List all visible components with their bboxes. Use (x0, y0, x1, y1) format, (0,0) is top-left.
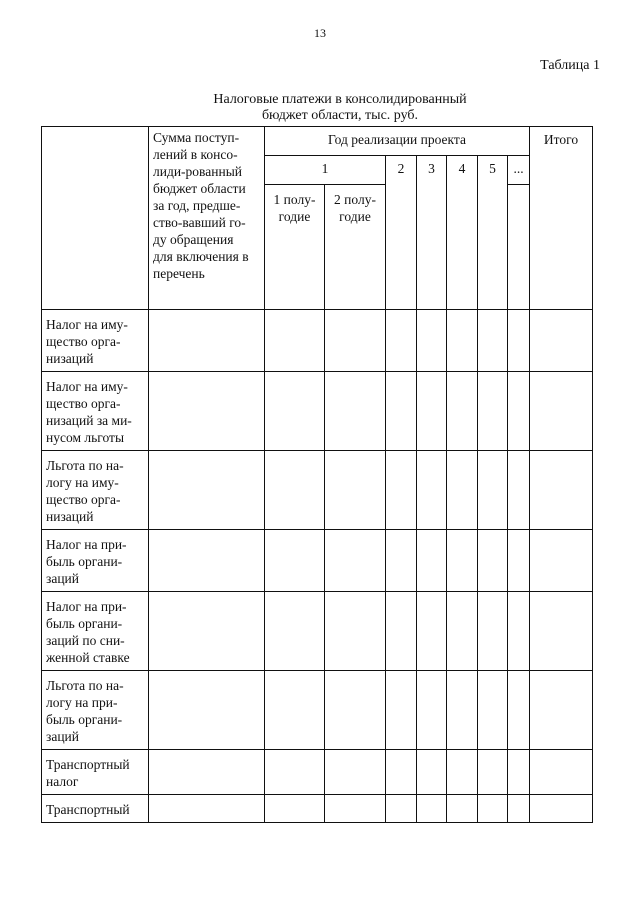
header-total (530, 127, 593, 310)
data-cell (265, 451, 325, 530)
data-cell (325, 671, 386, 750)
data-cell (325, 592, 386, 671)
table-row (42, 671, 593, 750)
header-year-2 (386, 156, 417, 310)
table-title (150, 92, 530, 124)
table-row (42, 530, 593, 592)
data-cell (149, 592, 265, 671)
data-cell (149, 530, 265, 592)
data-cell (325, 310, 386, 372)
data-cell (530, 310, 593, 372)
header-total-label: Итого (543, 132, 579, 147)
data-cell (447, 372, 478, 451)
row-label: Транспортный налог (42, 750, 149, 795)
header-year-5-label: 5 (489, 161, 496, 176)
data-cell (417, 310, 447, 372)
data-cell (530, 592, 593, 671)
data-cell (478, 451, 508, 530)
data-cell (417, 671, 447, 750)
table-label: Таблица 1 (540, 58, 600, 73)
header-year-3 (417, 156, 447, 310)
table-row (42, 451, 593, 530)
data-cell (386, 451, 417, 530)
data-cell (417, 372, 447, 451)
header-row-1 (42, 127, 593, 156)
row-label: Налог на иму- щество орга- низаций за ми- нусом льготы (42, 372, 149, 451)
data-cell (265, 750, 325, 795)
table-row (42, 592, 593, 671)
row-label: Льгота по на- логу на при- быль органи- заций (42, 671, 149, 750)
header-year-5 (478, 156, 508, 310)
header-half-1-label: 1 полу- годие (273, 192, 316, 224)
data-cell (149, 372, 265, 451)
data-cell (265, 592, 325, 671)
header-year-group-label: Год реализации проекта (328, 132, 466, 147)
table-row (42, 750, 593, 795)
header-year-group (265, 127, 530, 156)
header-year-more (508, 156, 530, 185)
data-cell (417, 530, 447, 592)
data-cell (149, 451, 265, 530)
header-year-3-label: 3 (428, 161, 435, 176)
table-row (42, 795, 593, 823)
row-label: Налог на иму- щество орга- низаций (42, 310, 149, 372)
page-number: 13 (314, 26, 326, 40)
data-cell (478, 530, 508, 592)
tax-payments-table (41, 126, 593, 823)
header-half-2-label: 2 полу- годие (334, 192, 376, 224)
data-cell (265, 372, 325, 451)
data-cell (530, 530, 593, 592)
data-cell (386, 592, 417, 671)
data-cell (530, 795, 593, 823)
header-year-more-label: ... (513, 161, 524, 176)
data-cell (325, 451, 386, 530)
table-row (42, 310, 593, 372)
data-cell (265, 671, 325, 750)
data-cell (447, 592, 478, 671)
data-cell (149, 750, 265, 795)
data-cell (417, 592, 447, 671)
data-cell (530, 671, 593, 750)
data-cell (149, 795, 265, 823)
header-year-more-empty (508, 185, 530, 310)
header-year-2-label: 2 (397, 161, 405, 176)
data-cell (386, 310, 417, 372)
header-half-2 (325, 185, 386, 310)
data-cell (447, 451, 478, 530)
data-cell (386, 750, 417, 795)
header-half-1 (265, 185, 325, 310)
data-cell (325, 530, 386, 592)
data-cell (447, 671, 478, 750)
data-cell (265, 310, 325, 372)
row-label: Транспортный (42, 795, 149, 823)
data-cell (149, 671, 265, 750)
header-empty-cell (42, 127, 149, 310)
data-cell (508, 592, 530, 671)
data-cell (478, 592, 508, 671)
data-cell (508, 671, 530, 750)
data-cell (325, 372, 386, 451)
data-cell (478, 310, 508, 372)
data-cell (325, 750, 386, 795)
data-cell (530, 372, 593, 451)
data-cell (447, 750, 478, 795)
data-cell (149, 310, 265, 372)
data-cell (386, 795, 417, 823)
data-cell (508, 530, 530, 592)
header-year-1 (265, 156, 386, 185)
table-row (42, 372, 593, 451)
data-cell (508, 795, 530, 823)
data-cell (386, 372, 417, 451)
data-cell (478, 372, 508, 451)
data-cell (530, 750, 593, 795)
data-cell (447, 795, 478, 823)
data-cell (447, 310, 478, 372)
data-cell (478, 671, 508, 750)
row-label: Льгота по на- логу на иму- щество орга- низаций (42, 451, 149, 530)
row-label: Налог на при- быль органи- заций по сни- женной ставке (42, 592, 149, 671)
data-cell (530, 451, 593, 530)
table-title-line-2: бюджет области, тыс. руб. (261, 108, 419, 123)
data-cell (508, 310, 530, 372)
data-cell (417, 750, 447, 795)
header-year-1-label: 1 (321, 161, 329, 176)
header-year-4-label: 4 (458, 161, 466, 176)
data-cell (478, 795, 508, 823)
data-cell (417, 795, 447, 823)
data-cell (447, 530, 478, 592)
data-cell (325, 795, 386, 823)
data-cell (508, 750, 530, 795)
data-cell (265, 530, 325, 592)
data-cell (265, 795, 325, 823)
data-cell (386, 671, 417, 750)
data-cell (386, 530, 417, 592)
row-label: Налог на при- быль органи- заций (42, 530, 149, 592)
data-cell (508, 372, 530, 451)
data-cell (478, 750, 508, 795)
header-sum-cell (149, 127, 265, 310)
header-year-4 (447, 156, 478, 310)
table-title-line-1: Налоговые платежи в консолидированный (213, 92, 467, 107)
data-cell (508, 451, 530, 530)
data-cell (417, 451, 447, 530)
header-sum-label: Сумма поступ- лений в консо- лиди-рованный бюджет области за год, предше- ство-вавший го- ду обращения для включения в перечень (153, 130, 249, 281)
